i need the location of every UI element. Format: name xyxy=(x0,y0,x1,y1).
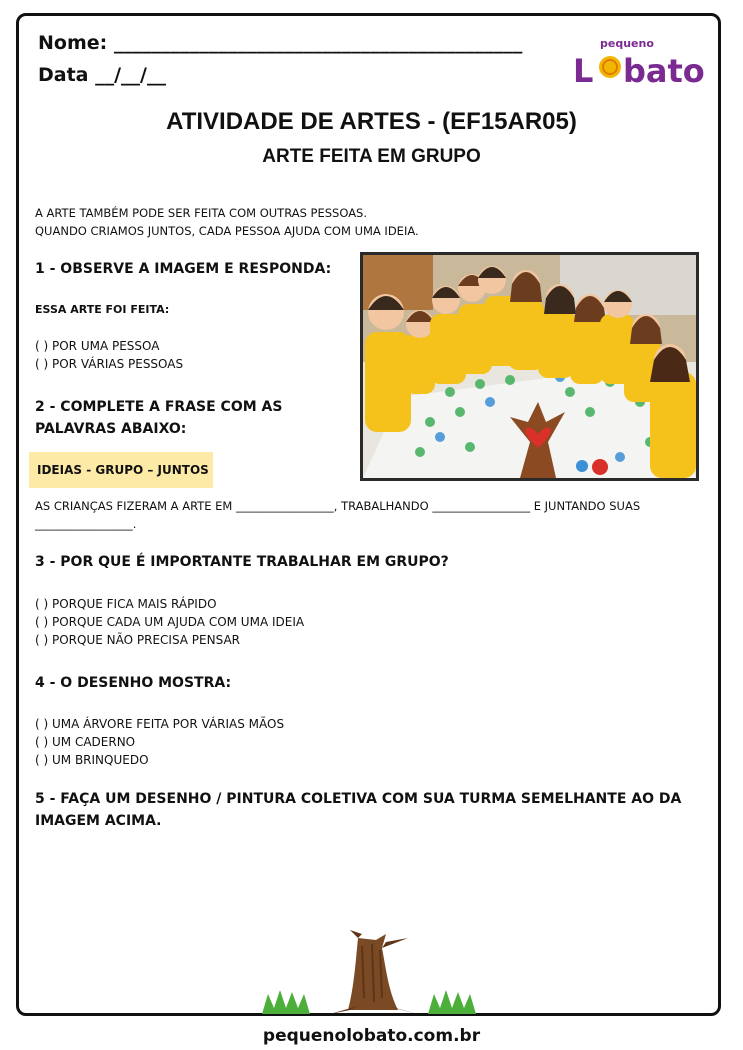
intro-line-2: QUANDO CRIAMOS JUNTOS, CADA PESSOA AJUDA COM UMA IDEIA. xyxy=(35,224,419,238)
children-group-art-image xyxy=(360,252,699,481)
q1-option-1[interactable]: ( ) POR UMA PESSOA xyxy=(35,339,160,353)
intro-line-1: A ARTE TAMBÉM PODE SER FEITA COM OUTRAS PESSOAS. xyxy=(35,206,368,220)
question-4-title: 4 - O DESENHO MOSTRA: xyxy=(35,675,232,691)
logo-top-text: pequeno xyxy=(600,37,654,50)
name-field-label: Nome: ___________________________________________ xyxy=(38,32,523,54)
tree-stump-illustration xyxy=(258,928,480,1014)
word-bank-box: IDEIAS - GRUPO – JUNTOS xyxy=(29,452,213,488)
q4-option-2[interactable]: ( ) UM CADERNO xyxy=(35,735,136,749)
date-field-label: Data __/__/__ xyxy=(38,64,166,86)
question-5-title-line-1: 5 - FAÇA UM DESENHO / PINTURA COLETIVA COM SUA TURMA SEMELHANTE AO DA xyxy=(35,791,682,807)
question-5-title-line-2: IMAGEM ACIMA. xyxy=(35,813,162,829)
question-2-sentence-line-1: AS CRIANÇAS FIZERAM A ARTE EM _________________, TRABALHANDO _________________ E JUNTANDO SUAS xyxy=(35,499,641,513)
question-1-title: 1 - OBSERVE A IMAGEM E RESPONDA: xyxy=(35,261,332,277)
q1-option-2[interactable]: ( ) POR VÁRIAS PESSOAS xyxy=(35,357,184,371)
svg-text:L: L xyxy=(573,52,594,88)
page-subtitle: ARTE FEITA EM GRUPO xyxy=(262,146,481,167)
question-2-title-line-1: 2 - COMPLETE A FRASE COM AS xyxy=(35,399,283,415)
pequeno-lobato-logo xyxy=(570,34,710,88)
question-1-prompt: ESSA ARTE FOI FEITA: xyxy=(35,303,170,316)
question-2-title-line-2: PALAVRAS ABAIXO: xyxy=(35,421,187,437)
footer-website[interactable]: pequenolobato.com.br xyxy=(262,1026,481,1046)
question-3-title: 3 - POR QUE É IMPORTANTE TRABALHAR EM GRUPO? xyxy=(35,554,449,570)
page-title: ATIVIDADE DE ARTES - (EF15AR05) xyxy=(166,108,577,135)
q4-option-3[interactable]: ( ) UM BRINQUEDO xyxy=(35,753,149,767)
question-2-sentence-line-2: _________________. xyxy=(35,517,137,531)
q3-option-2[interactable]: ( ) PORQUE CADA UM AJUDA COM UMA IDEIA xyxy=(35,615,305,629)
q4-option-1[interactable]: ( ) UMA ÁRVORE FEITA POR VÁRIAS MÃOS xyxy=(35,717,285,731)
q3-option-1[interactable]: ( ) PORQUE FICA MAIS RÁPIDO xyxy=(35,597,217,611)
q3-option-3[interactable]: ( ) PORQUE NÃO PRECISA PENSAR xyxy=(35,633,240,647)
svg-text:bato: bato xyxy=(623,52,705,88)
